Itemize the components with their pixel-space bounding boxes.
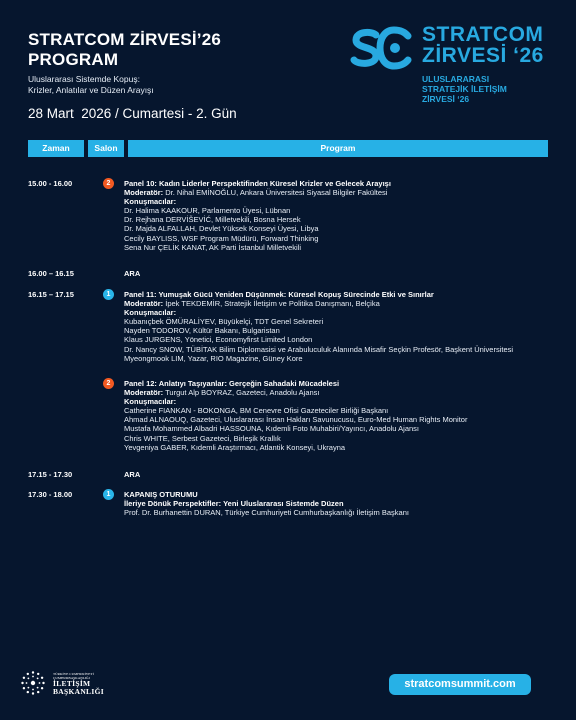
column-header-time: Zaman xyxy=(28,140,84,157)
session-block xyxy=(124,379,554,452)
session-title: Panel 12: Anlatıyı Taşıyanlar: Gerçeğin Sahadaki Mücadelesi xyxy=(124,379,340,388)
moderator-line xyxy=(124,188,554,197)
stratcom-logo-icon xyxy=(350,26,414,70)
speaker: Nayden TODOROV, Kültür Bakanı, Bulgaristan xyxy=(124,326,280,336)
logo-tag-line-1: ULUSLARARASI xyxy=(422,74,490,84)
presidency-emblem-icon xyxy=(20,670,46,696)
session-subtitle: İleriye Dönük Perspektifler: Yeni Uluslararası Sistemde Düzen xyxy=(124,499,344,509)
salon-badge: 2 xyxy=(103,378,114,389)
subtitle-line-2: Krizler, Anlatılar ve Düzen Arayışı xyxy=(28,84,154,95)
session-block xyxy=(124,290,554,363)
logo-name xyxy=(422,24,544,66)
speaker: Catherine FIANKAN - BOKONGA, BM Cenevre Ofisi Gazeteciler Birliği Başkanı xyxy=(124,406,389,416)
website-link[interactable]: stratcomsummit.com xyxy=(389,674,531,695)
speakers-label: Konuşmacılar: xyxy=(124,397,177,407)
salon-badge: 1 xyxy=(103,489,114,500)
org-small-line-1: TÜRKİYE CUMHURİYETİ xyxy=(53,672,94,676)
moderator-name: Turgut Alp BOYRAZ, Gazeteci, Anadolu Ajansı xyxy=(163,388,320,398)
logo-tag-line-3: ZİRVESİ ‘26 xyxy=(422,94,470,104)
session-time: 15.00 - 16.00 xyxy=(28,179,73,188)
session-time: 16.15 – 17.15 xyxy=(28,290,74,299)
title-line-1: STRATCOM ZİRVESİ’26 xyxy=(28,30,222,49)
org-line-1: İLETİŞİM xyxy=(53,679,91,688)
break-time: 16.00 – 16.15 xyxy=(28,269,74,278)
salon-badge: 2 xyxy=(103,178,114,189)
logo-name-line-2: ZİRVESİ ‘26 xyxy=(422,44,544,67)
page-subtitle xyxy=(28,74,154,95)
title-line-2: PROGRAM xyxy=(28,50,119,69)
presidency-name xyxy=(53,672,104,696)
moderator-line xyxy=(124,299,554,308)
speaker: Chris WHITE, Serbest Gazeteci, Birleşik Krallık xyxy=(124,433,281,443)
speaker: Dr. Majda ALFALLAH, Devlet Yüksek Konseyi Üyesi, Libya xyxy=(124,224,319,234)
moderator-label: Moderatör: xyxy=(124,299,164,309)
column-header-program: Program xyxy=(128,140,548,157)
speaker: Dr. Rejhana DERVİŠEVİĆ, Milletvekili, Bosna Hersek xyxy=(124,215,301,225)
speaker: Kubanıçbek ÖMÜRALİYEV, Büyükelçi, TDT Genel Sekreteri xyxy=(124,317,324,327)
logo-tagline xyxy=(422,74,507,104)
break-label: ARA xyxy=(124,470,141,479)
speaker: Sena Nur ÇELİK KANAT, AK Parti İstanbul Milletvekili xyxy=(124,242,302,252)
speaker: Yevgeniya GABER, Kıdemli Araştırmacı, Atlantik Konseyi, Ukrayna xyxy=(124,442,346,452)
session-title: Panel 10: Kadın Liderler Perspektifinden Küresel Krizler ve Gelecek Arayışı xyxy=(124,179,391,188)
event-date: 28 Mart 2026 / Cumartesi - 2. Gün xyxy=(28,106,237,121)
speakers-label: Konuşmacılar: xyxy=(124,197,177,207)
speaker: Mustafa Mohammed Albadri HASSOUNA, Kıdemli Foto Muhabiri/Yayıncı, Anadolu Ajansı xyxy=(124,424,419,434)
column-header-salon: Salon xyxy=(88,140,124,157)
page-title xyxy=(28,30,221,70)
logo-tag-line-2: STRATEJİK İLETİŞİM xyxy=(422,84,507,94)
moderator-label: Moderatör: xyxy=(124,188,164,198)
session-block xyxy=(124,490,554,517)
speaker: Ahmad ALNAOUQ, Gazeteci, Uluslararası İnsan Hakları Savunucusu, Euro-Med Human Rights Monitor xyxy=(124,415,468,425)
salon-badge: 1 xyxy=(103,289,114,300)
speaker: Cecily BAYLISS, WSF Program Müdürü, Forward Thinking xyxy=(124,233,319,243)
speaker: Prof. Dr. Burhanettin DURAN, Türkiye Cumhuriyeti Cumhurbaşkanlığı İletişim Başkanı xyxy=(124,508,409,518)
moderator-name: Dr. Nihal EMİNOĞLU, Ankara Üniversitesi Siyasal Bilgiler Fakültesi xyxy=(163,188,388,198)
moderator-name: İpek TEKDEMİR, Stratejik İletişim ve Politika Danışmanı, Belçika xyxy=(163,299,380,309)
stratcom-logo xyxy=(350,24,555,114)
session-title: KAPANIŞ OTURUMU xyxy=(124,490,198,499)
session-title: Panel 11: Yumuşak Gücü Yeniden Düşünmek: Küresel Kopuş Sürecinde Etki ve Sınırlar xyxy=(124,290,434,299)
subtitle-line-1: Uluslararası Sistemde Kopuş: xyxy=(28,74,140,84)
break-label: ARA xyxy=(124,269,141,278)
moderator-label: Moderatör: xyxy=(124,388,164,398)
speaker: Dr. Halima KAAKOUR, Parlamento Üyesi, Lübnan xyxy=(124,206,291,216)
session-time: 17.30 - 18.00 xyxy=(28,490,73,499)
speaker: Myeongmook LIM, Yazar, RIO Magazine, Güney Kore xyxy=(124,353,303,363)
speaker: Dr. Nancy SNOW, TÜBİTAK Bilim Diplomasisi ve Arabuluculuk Alanında Misafir Seçkin Profesör, Başkent Üniversitesi xyxy=(124,344,514,354)
session-block xyxy=(124,179,554,252)
org-line-2: BAŞKANLIĞI xyxy=(53,687,104,696)
speaker: Klaus JURGENS, Yönetici, Economyfirst Limited London xyxy=(124,335,313,345)
moderator-line xyxy=(124,388,554,397)
org-small-line-2: CUMHURBAŞKANLIĞI xyxy=(53,676,90,680)
logo-name-line-1: STRATCOM xyxy=(422,23,544,46)
speakers-label: Konuşmacılar: xyxy=(124,308,177,318)
break-time: 17.15 - 17.30 xyxy=(28,470,73,479)
presidency-logo xyxy=(20,670,110,702)
